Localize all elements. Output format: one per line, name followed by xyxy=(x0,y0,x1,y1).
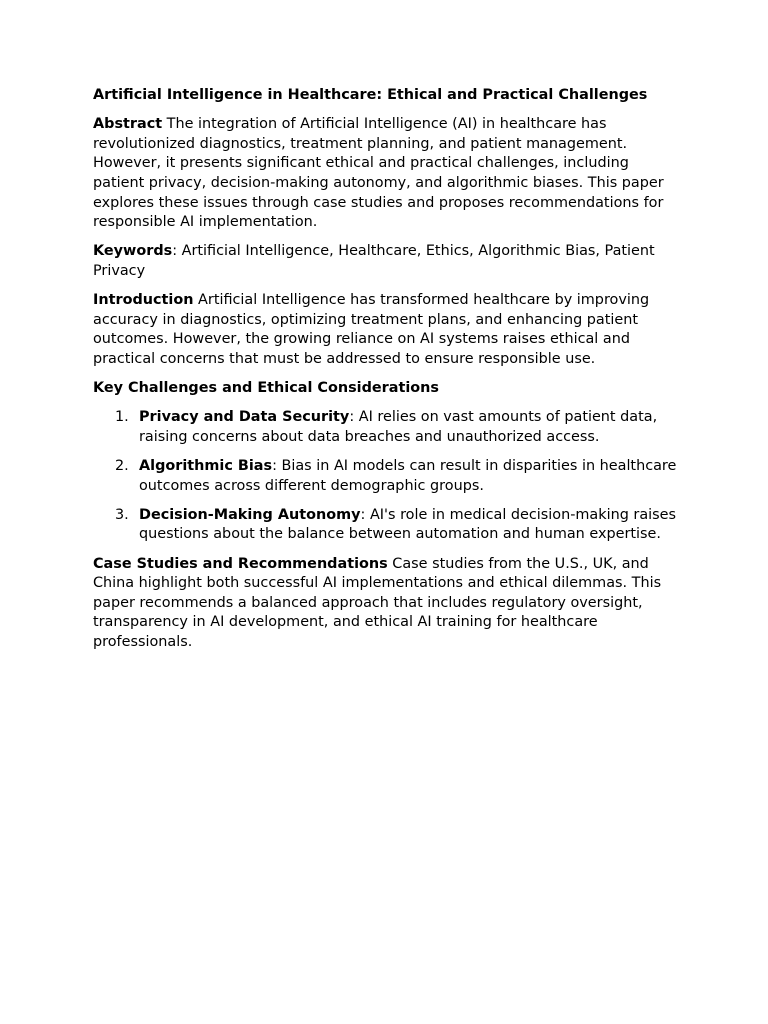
list-item-text: : Bias in AI models can result in disparities in healthcare outcomes across different demographic groups. xyxy=(139,458,677,494)
abstract-text: The integration of Artificial Intelligence (AI) in healthcare has revolutionized diagnostics, treatment planning, and patient management. However, it presents significant ethical and practical challenges, including patient privacy, decision-making autonomy, and algorithmic biases. This paper explores these issues through case studies and proposes recommendations for responsible AI implementation. xyxy=(93,116,664,231)
list-item xyxy=(93,457,683,496)
list-item-text: : AI's role in medical decision-making raises questions about the balance between automation and human expertise. xyxy=(139,506,676,543)
list-item-number: 2. xyxy=(115,458,129,475)
case-studies-text: Case studies from the U.S., UK, and China highlight both successful AI implementations and ethical dilemmas. This paper recommends a balanced approach that includes regulatory oversight, transparency in AI development, and ethical AI training for healthcare professionals. xyxy=(93,555,662,650)
list-item xyxy=(93,408,683,447)
challenges-heading: Key Challenges and Ethical Considerations xyxy=(93,380,439,397)
case-studies-paragraph xyxy=(93,555,683,653)
list-item-number: 1. xyxy=(115,409,129,426)
introduction-label: Introduction xyxy=(93,292,194,309)
keywords-label: Keywords xyxy=(93,243,173,260)
introduction-paragraph xyxy=(93,291,683,369)
keywords-paragraph xyxy=(93,242,683,281)
list-item xyxy=(93,506,683,545)
document-body xyxy=(93,86,683,662)
document-title: Artificial Intelligence in Healthcare: Ethical and Practical Challenges xyxy=(93,87,648,103)
list-item-term: Algorithmic Bias xyxy=(139,458,273,475)
list-item-term: Decision-Making Autonomy xyxy=(139,506,361,523)
list-item-term: Privacy and Data Security xyxy=(139,409,350,426)
introduction-text: Artificial Intelligence has transformed healthcare by improving accuracy in diagnostics, optimizing treatment plans, and enhancing patient outcomes. However, the growing reliance on AI systems raises ethical and practical concerns that must be addressed to ensure responsible use. xyxy=(93,292,650,367)
case-studies-label: Case Studies and Recommendations xyxy=(93,555,388,572)
list-item-text: : AI relies on vast amounts of patient data, raising concerns about data breaches and unauthorized access. xyxy=(139,409,658,445)
list-item-number: 3. xyxy=(115,506,129,523)
keywords-text: : Artificial Intelligence, Healthcare, Ethics, Algorithmic Bias, Patient Privacy xyxy=(93,243,655,279)
abstract-label: Abstract xyxy=(93,116,163,133)
challenges-list xyxy=(93,408,683,545)
abstract-paragraph xyxy=(93,115,683,233)
